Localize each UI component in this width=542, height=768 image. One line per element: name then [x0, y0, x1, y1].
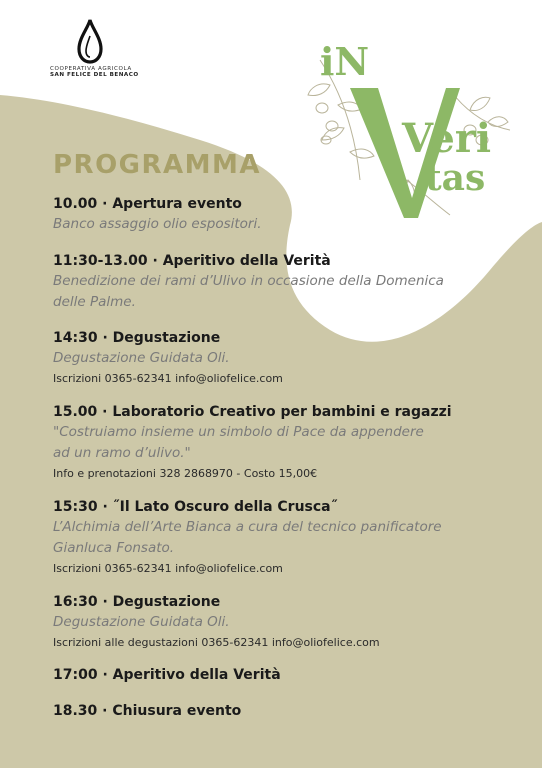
program-item: [53, 404, 493, 480]
program-item: [53, 667, 493, 683]
in-veritas-logo: [300, 30, 520, 220]
item-description: Degustazione Guidata Oli.: [53, 350, 230, 366]
brand-tas: Veri: [402, 115, 492, 162]
item-info: Iscrizioni 0365-62341 info@oliofelice.com: [53, 562, 283, 575]
cooperative-logo: [50, 18, 139, 78]
item-description: Degustazione Guidata Oli.: [53, 614, 230, 630]
item-heading: 11:30-13.00 · Aperitivo della Verità: [53, 253, 331, 269]
item-heading: 15.00 · Laboratorio Creativo per bambini e ragazzi: [53, 404, 452, 420]
program-item: [53, 499, 493, 575]
logo-line-2: SAN FELICE DEL BENACO: [50, 72, 139, 78]
item-heading: 10.00 · Apertura evento: [53, 196, 242, 212]
program-item: [53, 196, 493, 235]
program-item: [53, 594, 493, 649]
program-item: [53, 330, 493, 385]
brand-in: iN: [320, 39, 370, 84]
item-heading: 18.30 · Chiusura evento: [53, 703, 242, 719]
brand-veri: tas: [425, 157, 486, 199]
item-info: Iscrizioni alle degustazioni 0365-62341 info@oliofelice.com: [53, 636, 380, 649]
program-item: [53, 253, 493, 313]
item-description: "Costruiamo insieme un simbolo di Pace da appendere ad un ramo d’ulivo.": [53, 424, 424, 461]
page-title: PROGRAMMA: [53, 150, 262, 180]
item-description: L’Alchimia dell’Arte Bianca a cura del tecnico panificatore Gianluca Fonsato.: [53, 519, 442, 556]
item-heading: 17:00 · Aperitivo della Verità: [53, 667, 281, 683]
item-heading: 15:30 · ˝Il Lato Oscuro della Crusca˝: [53, 499, 338, 515]
item-description: Banco assaggio olio espositori.: [53, 216, 262, 232]
item-info: Iscrizioni 0365-62341 info@oliofelice.com: [53, 372, 283, 385]
olive-drop-icon: [76, 18, 104, 64]
item-description: Benedizione dei rami d’Ulivo in occasione della Domenica delle Palme.: [53, 273, 444, 310]
program-item: [53, 703, 493, 719]
logo-line-1: COOPERATIVA AGRICOLA: [50, 66, 132, 72]
item-info: Info e prenotazioni 328 2868970 - Costo 15,00€: [53, 467, 318, 480]
item-heading: 14:30 · Degustazione: [53, 330, 221, 346]
item-heading: 16:30 · Degustazione: [53, 594, 221, 610]
